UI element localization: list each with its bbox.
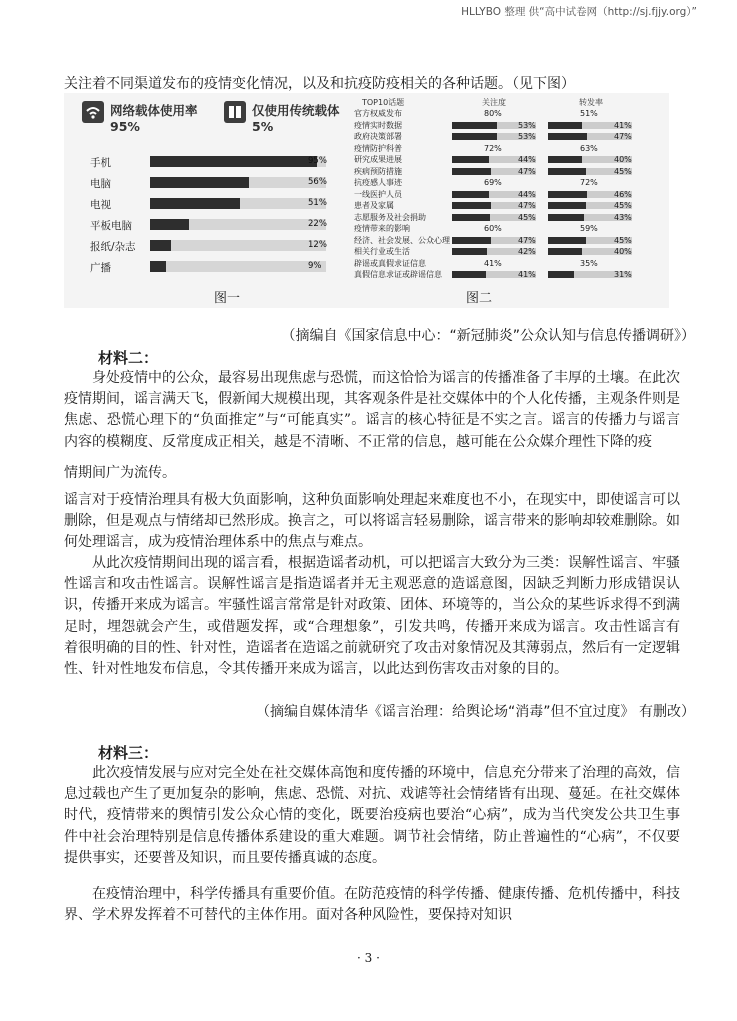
figure-2-repost-bar [548,168,586,175]
figure-2-title: TOP10话题 [362,98,405,107]
figure-2-repost-label: 40% [614,155,632,164]
figure-1-category-label: 手机 [90,157,111,169]
figure-2-repost-label: 43% [614,212,632,222]
figure-1-bar-track [150,240,326,251]
figure-2-attention-label: 80% [484,109,502,118]
figure-2-attention-bar [452,168,491,175]
figure-2-repost-label: 51% [580,109,598,118]
figure-2-attention-label: 69% [484,178,502,187]
figure-1-bar-track [150,219,326,230]
figure-2-repost-label: 35% [580,258,598,268]
figure-1-value-label: 95% [308,156,327,166]
intro-line: 关注着不同渠道发布的疫情变化情况，以及和抗疫防疫相关的各种话题。（见下图） [64,76,575,92]
legend-attention: 关注度 [482,98,506,107]
figure-2-repost-label: 45% [614,235,632,245]
figure-2-category-label: 经济、社会发展、公众心理 [354,235,450,245]
figure-2-category-label: 研究成果进展 [354,155,402,164]
figure-1-bar [150,156,317,167]
source-citation-1: （摘编自《国家信息中心：“新冠肺炎”公众认知与信息传播调研》） [281,328,695,344]
figure-2-category-label: 疫情实时数据 [354,120,402,130]
wifi-icon [82,101,104,123]
page-number: · 3 · [357,951,380,965]
material-3-paragraph-1: 此次疫情发展与应对完全处在社交媒体高饱和度传播的环境中，信息充分带来了治理的高效，信息过载也产生了更加复杂的影响，焦虑、恐慌、对抗、戏谑等社会情绪皆有出现、蔓延。在社交媒体时代，疫情带来的舆情引发公众心情的变化，既要治疫病也要治“心病”，成为当代突发公共卫生事件中社会治理特别是信息传播体系建设的重大难题。调节社会情绪，防止普遍性的“心病”，不仅要提供事实，还要普及知识，而且要传播真诚的态度。 [64,765,680,866]
figure-2-category-label: 相关行业或生活 [354,247,410,256]
figure-2-category-label: 疫情带来的影响 [354,224,410,233]
figure-2-attention-bar [452,271,486,278]
figure-panel [64,93,669,308]
figure-2-attention-label: 41% [518,270,536,279]
stat-network-value: 95% [110,119,140,134]
figure-2-attention-label: 42% [518,247,536,256]
figure-2-category-label: 志愿服务及社会捐助 [354,212,426,222]
legend-repost: 转发率 [579,98,603,107]
figure-2-repost-bar [548,191,587,198]
figure-2-repost-bar [548,248,582,255]
figure-1-bar-track [150,198,326,209]
figure-1-value-label: 22% [308,219,327,229]
page-header: HLLYBO 整理 供“高中试卷网（http://sj.fjjy.org）” [461,6,697,18]
figure-2-category-label: 真假信息求证或辟谣信息 [354,270,442,279]
figure-2-repost-label: 40% [614,247,632,256]
figure-2-repost-label: 45% [614,166,632,176]
figure-2-repost-bar [548,271,574,278]
material-2-paragraph-1: 身处疫情中的公众，最容易出现焦虑与恐慌，而这恰恰为谣言的传播准备了丰厚的土壤。在此次疫情期间，谣言满天飞，假新闻大规模出现，其客观条件是社交媒体中的个人化传播，主观条件则是焦虑、恐慌心理下的“负面推定”与“可能真实”。谣言的核心特征是不实之言。谣言的传播力与谣言内容的模糊度、反常度成正相关，越是不清晰、不正常的信息，越可能在公众媒介理性下降的疫 [64,370,680,450]
figure-1-category-label: 平板电脑 [90,220,132,232]
figure-1-value-label: 56% [308,177,327,187]
figure-2-category-label: 政府决策部署 [354,132,402,141]
figure-2-repost-label: 72% [580,178,598,187]
figure-2-repost-label: 63% [580,143,598,153]
material-2-paragraph-2: 谣言对于疫情治理具有极大负面影响，这种负面影响处理起来难度也不小，在现实中，即使谣言可以删除，但是观点与情绪却已然形成。换言之，可以将谣言轻易删除，谣言带来的影响却较难删除。如何处理谣言，成为疫情治理体系中的焦点与难点。 [64,492,680,551]
figure-2-category-label: 抗疫感人事迹 [354,178,402,187]
figure-1-bar [150,198,240,209]
figure-2-category-label: 患者及家属 [354,201,394,210]
figure-1-category-label: 报纸/杂志 [90,241,136,253]
figure-2-repost-label: 41% [614,120,632,130]
figure-2-repost-label: 47% [614,132,632,141]
figure-2-attention-bar [452,191,489,198]
stat-traditional-value: 5% [252,119,274,134]
figure-2-repost-label: 59% [580,224,598,233]
figure-2-repost-label: 31% [614,270,632,279]
figure-2-attention-bar [452,214,490,221]
figure-1-value-label: 9% [308,261,322,271]
figure-1-value-label: 12% [308,240,327,250]
stat-network-label: 网络载体使用率 [110,103,198,118]
figure-2-attention-bar [452,202,491,209]
figure-2-repost-label: 46% [614,189,632,199]
figure-2-attention-bar [452,156,489,163]
figure-1-value-label: 51% [308,198,327,208]
figure-2-attention-bar [452,133,497,140]
figure-2-repost-bar [548,237,586,244]
figure-1-bar [150,177,249,188]
figure-2-attention-label: 44% [518,189,536,199]
figure-2-category-label: 疫情防护科普 [354,143,402,153]
figure-2-repost-bar [548,133,587,140]
figure-2-category-label: 辟谣或真假求证信息 [354,258,426,268]
figure-2-attention-label: 47% [518,235,536,245]
figure-2-caption: 图二 [466,291,493,306]
figure-2-attention-label: 60% [484,224,502,233]
figure-2-attention-label: 47% [518,201,536,210]
figure-1-caption: 图一 [214,291,241,306]
figure-2-attention-label: 45% [518,212,536,222]
material-3-heading: 材料三： [98,744,159,762]
source-citation-2: （摘编自媒体清华《谣言治理：给舆论场“消毒”但不宜过度》 有删改） [256,704,695,720]
figure-1-bar-track [150,177,326,188]
figure-2-attention-label: 41% [484,258,502,268]
figure-2-attention-bar [452,122,497,129]
figure-2-category-label: 官方权威发布 [354,109,402,118]
material-3-paragraph-2: 在疫情治理中，科学传播具有重要价值。在防范疫情的科学传播、健康传播、危机传播中，科技界、学术界发挥着不可替代的主体作用。面对各种风险性，要保持对知识 [64,886,680,924]
figure-2-attention-label: 47% [518,166,536,176]
figure-2-repost-bar [548,214,584,221]
material-2-heading: 材料二： [98,349,159,367]
figure-1-category-label: 电视 [90,199,111,211]
figure-2-repost-bar [548,156,582,163]
figure-1-category-label: 电脑 [90,178,111,190]
figure-2-attention-label: 72% [484,143,502,153]
stat-traditional-label: 仅使用传统载体 [252,103,340,118]
book-icon [224,101,246,123]
figure-1-bar-track [150,261,326,272]
figure-2-repost-bar [548,122,582,129]
figure-1-category-label: 广播 [90,262,111,274]
figure-1-bar-track [150,156,326,167]
material-2-paragraph-1b: 情期间广为流传。 [64,465,176,481]
figure-2-attention-bar [452,237,491,244]
figure-1-bar [150,261,166,272]
figure-2-attention-label: 53% [518,132,536,141]
figure-2-attention-bar [452,248,487,255]
figure-2-repost-label: 45% [614,201,632,210]
material-2-paragraph-3: 从此次疫情期间出现的谣言看，根据造谣者动机，可以把谣言大致分为三类：误解性谣言、牢骚性谣言和攻击性谣言。误解性谣言是指造谣者并无主观恶意的造谣意图，因缺乏判断力形成错误认识，传播开来成为谣言。牢骚性谣言常常是针对政策、团体、环境等的，当公众的某些诉求得不到满足时，埋怨就会产生，或借题发挥，或“合理想象”，引发共鸣，传播开来成为谣言。攻击性谣言有着很明确的目的性、针对性，造谣者在造谣之前就研究了攻击对象情况及其薄弱点，然后有一定逻辑性、针对性地发布信息，令其传播开来成为谣言，以此达到伤害攻击对象的目的。 [64,555,680,678]
figure-2-attention-label: 44% [518,155,536,164]
figure-1-bar [150,219,189,230]
figure-2-category-label: 一线医护人员 [354,189,402,199]
figure-1-bar [150,240,171,251]
figure-2-repost-bar [548,202,586,209]
figure-2-category-label: 疾病预防措施 [354,166,402,176]
figure-2-attention-label: 53% [518,120,536,130]
